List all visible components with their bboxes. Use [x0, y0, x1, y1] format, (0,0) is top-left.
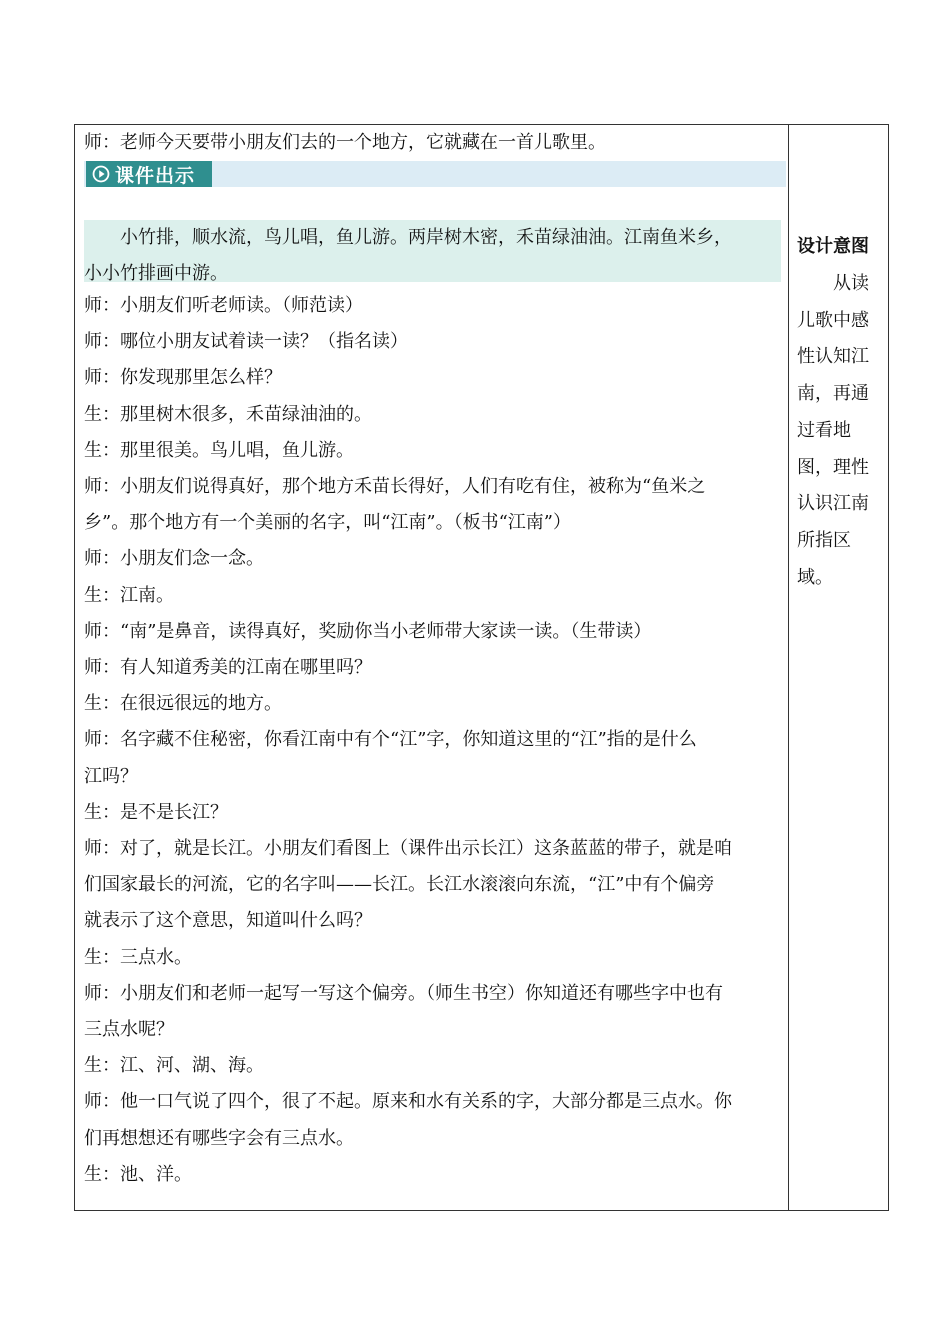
dialogue-line: 生：在很远很远的地方。	[84, 693, 282, 715]
verse-line: 小竹排，顺水流，鸟儿唱，鱼儿游。两岸树木密，禾苗绿油油。江南鱼米乡，	[84, 227, 732, 248]
dialogue-line: 乡”。那个地方有一个美丽的名字，叫“江南”。（板书“江南”）	[84, 512, 572, 534]
design-intent-line: 从读	[797, 273, 869, 294]
design-intent-line: 域。	[797, 566, 833, 588]
design-intent-line: 过看地	[797, 419, 851, 441]
intro-line: 师：老师今天要带小朋友们去的一个地方，它就藏在一首儿歌里。	[84, 132, 606, 153]
dialogue-line: 生：三点水。	[84, 946, 192, 968]
dialogue-line: 生：那里树木很多，禾苗绿油油的。	[84, 403, 372, 425]
dialogue-line: 师：小朋友们和老师一起写一写这个偏旁。（师生书空）你知道还有哪些字中也有	[84, 982, 723, 1004]
courseware-label: 课件出示	[115, 164, 196, 187]
column-divider	[788, 125, 789, 1210]
dialogue-line: 师：哪位小朋友试着读一读？（指名读）	[84, 331, 408, 353]
design-intent-line: 所指区	[797, 529, 851, 551]
dialogue	[84, 288, 781, 1193]
lesson-table	[74, 124, 889, 1211]
design-intent-line: 性认知江	[797, 346, 869, 368]
courseware-tag	[86, 161, 212, 187]
dialogue-line: 师：对了，就是长江。小朋友们看图上（课件出示长江）这条蓝蓝的带子，就是咱	[84, 838, 732, 860]
design-intent-line: 图，理性	[797, 456, 869, 478]
dialogue-line: 生：池、洋。	[84, 1163, 192, 1185]
design-intent-text	[797, 266, 881, 596]
design-intent-line: 认识江南	[797, 493, 869, 515]
dialogue-line: 师：名字藏不住秘密，你看江南中有个“江”字，你知道这里的“江”指的是什么	[84, 729, 697, 751]
verse-line: 小小竹排画中游。	[84, 263, 228, 285]
dialogue-line: 生：是不是长江？	[84, 801, 228, 823]
design-intent-line: 南，再通	[797, 383, 869, 405]
dialogue-line: 师：小朋友们说得真好，那个地方禾苗长得好，人们有吃有住，被称为“鱼米之	[84, 476, 706, 498]
design-intent-line: 儿歌中感	[797, 309, 869, 331]
nursery-rhyme-box	[84, 220, 781, 285]
play-circle-icon	[92, 165, 110, 183]
dialogue-line: 们国家最长的河流，它的名字叫——长江。长江水滚滚向东流，“江”中有个偏旁	[84, 874, 715, 896]
dialogue-line: 生：那里很美。鸟儿唱，鱼儿游。	[84, 439, 354, 461]
dialogue-line: 师：你发现那里怎么样？	[84, 367, 282, 389]
dialogue-line: 三点水呢？	[84, 1019, 174, 1041]
dialogue-line: 生：江南。	[84, 584, 174, 606]
design-intent-heading: 设计意图	[797, 236, 869, 257]
dialogue-line: 师：有人知道秀美的江南在哪里吗？	[84, 657, 372, 679]
dialogue-line: 师：“南”是鼻音，读得真好，奖励你当小老师带大家读一读。（生带读）	[84, 620, 652, 642]
dialogue-line: 们再想想还有哪些字会有三点水。	[84, 1127, 354, 1149]
dialogue-line: 就表示了这个意思，知道叫什么吗？	[84, 910, 372, 932]
dialogue-line: 江吗？	[84, 765, 138, 787]
dialogue-line: 师：小朋友们念一念。	[84, 548, 264, 570]
dialogue-line: 生：江、河、湖、海。	[84, 1055, 264, 1077]
dialogue-line: 师：小朋友们听老师读。（师范读）	[84, 295, 363, 316]
dialogue-line: 师：他一口气说了四个，很了不起。原来和水有关系的字，大部分都是三点水。你	[84, 1091, 732, 1113]
courseware-banner	[84, 161, 786, 187]
